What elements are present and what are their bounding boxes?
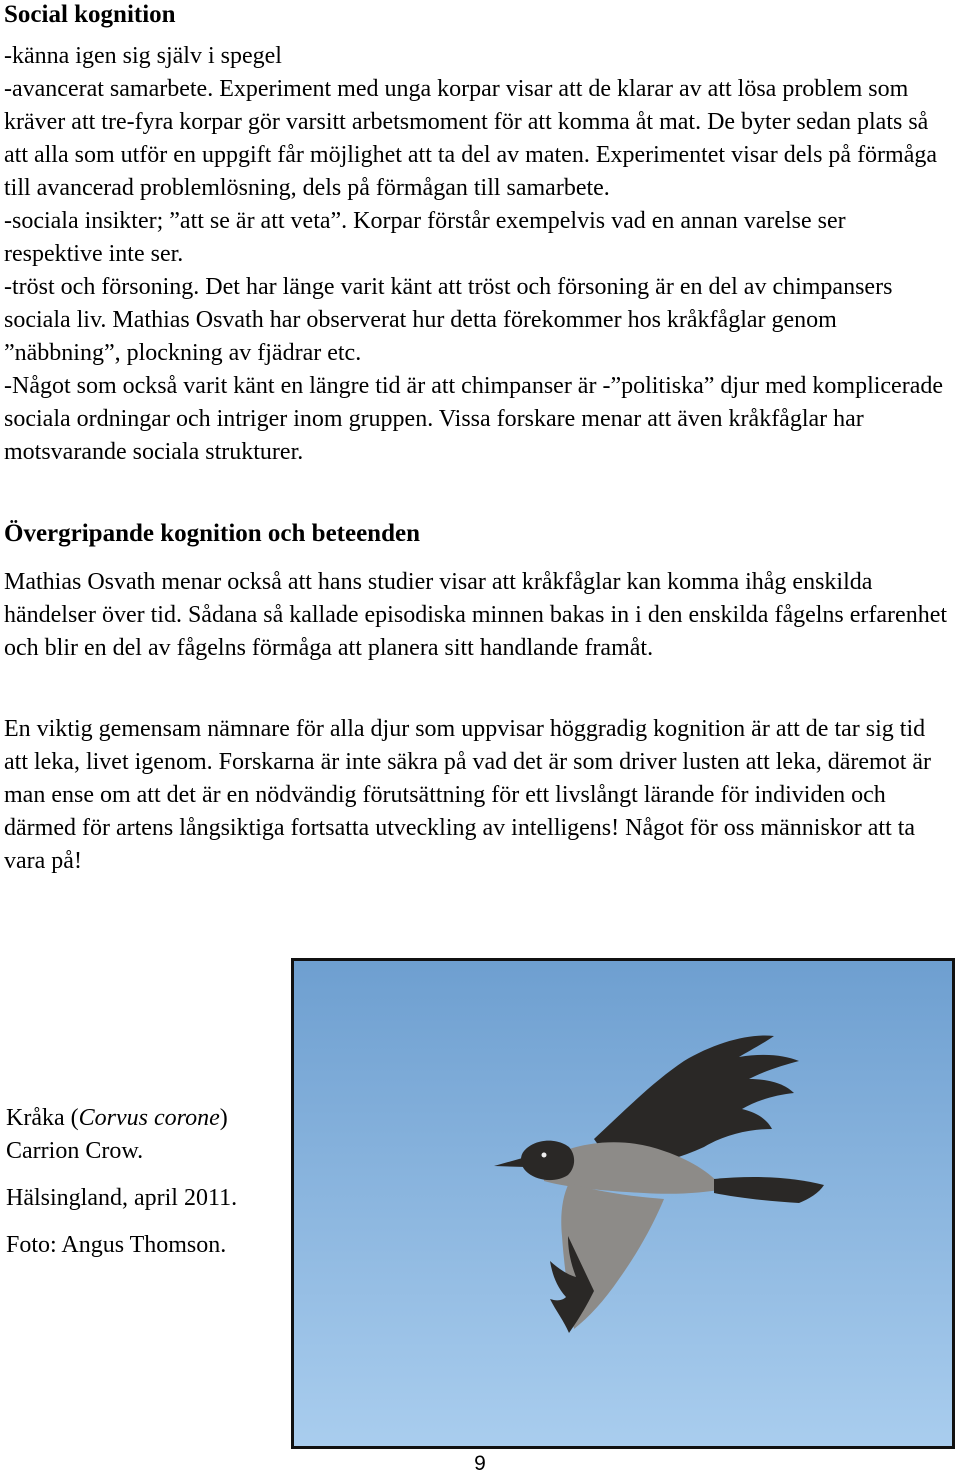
document-page xyxy=(4,0,950,874)
paragraph-insikter: -sociala insikter; ”att se är att veta”. Korpar förstår exempelvis vad en annan varelse ser respektive inte ser. xyxy=(4,208,846,267)
photo-caption xyxy=(6,1102,286,1276)
paragraph-leka: En viktig gemensam nämnare för alla djur som uppvisar höggradig kognition är att de tar sig tid att leka, livet igenom. Forskarna är inte säkra på vad det är som driver lusten att leka, däremot är man ense om att det är en nödvändig förutsättning för ett livslångt lärande för individen och därmed för artens långsiktiga fortsatta utveckling av intelligens! Något för oss människor att ta vara på! xyxy=(4,716,931,874)
section-social-kognition xyxy=(4,40,950,469)
heading-social-kognition: Social kognition xyxy=(4,1,176,28)
caption-name-suffix: ) xyxy=(219,1105,228,1131)
crow-eye xyxy=(542,1153,547,1158)
paragraph-politiska: -Något som också varit känt en längre tid är att chimpanser är -”politiska” djur med komplicerade sociala ordningar och intriger inom gruppen. Vissa forskare menar att även kråkfåglar har motsvarande sociala strukturer. xyxy=(4,373,943,465)
crow-photo xyxy=(291,958,955,1449)
paragraph-trost: -tröst och försoning. Det har länge varit känt att tröst och försoning är en del av chimpansers sociala liv. Mathias Osvath har observerat hur detta förekommer hos kråkfåglar genom ”näbbning”, plockning av fjädrar etc. xyxy=(4,274,893,366)
caption-credit: Foto: Angus Thomson. xyxy=(6,1232,227,1258)
caption-place: Hälsingland, april 2011. xyxy=(6,1185,238,1211)
paragraph-samarbete: -avancerat samarbete. Experiment med unga korpar visar att de klarar av att lösa problem som kräver att tre-fyra korpar gör varsitt arbetsmoment för att komma åt mat. De byter sedan plats så att alla som utför en uppgift får möjlighet att ta del av maten. Experimentet visar dels på förmåga till avancerad problemlösning, dels på förmågan till samarbete. xyxy=(4,76,938,201)
caption-name-prefix: Kråka ( xyxy=(6,1105,79,1131)
paragraph-episodiska-minnen: Mathias Osvath menar också att hans studier visar att kråkfåglar kan komma ihåg enskilda händelser över tid. Sådana så kallade episodiska minnen bakas in i den enskilda fågelns erfarenhet och blir en del av fågelns förmåga att planera sitt handlande framåt. xyxy=(4,569,948,661)
crow-image xyxy=(294,961,952,1446)
heading-overgripande: Övergripande kognition och beteenden xyxy=(4,520,420,547)
caption-species xyxy=(6,1102,286,1168)
paragraph-spegel: -känna igen sig själv i spegel xyxy=(4,43,282,69)
page-number: 9 xyxy=(474,1452,486,1475)
caption-latin-name: Corvus corone xyxy=(78,1105,220,1131)
caption-english-name: Carrion Crow. xyxy=(6,1138,144,1164)
